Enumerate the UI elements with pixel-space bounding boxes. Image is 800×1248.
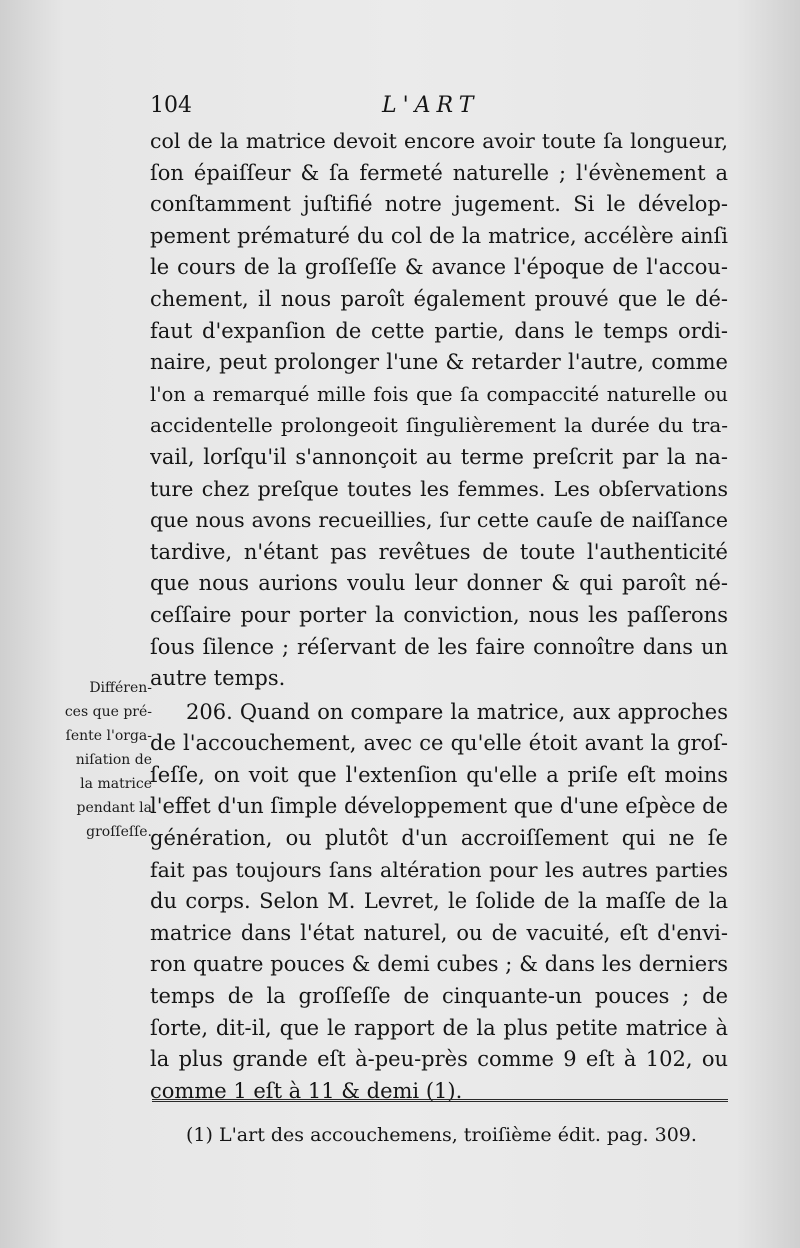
text-line: ture chez preſque toutes les femmes. Les obſervations (150, 476, 728, 501)
text-line: génération, ou plutôt d'un accroiſſement qui ne ſe (150, 826, 728, 851)
footnote: (1) L'art des accouchemens, troiſième édit. pag. 309. (186, 1124, 697, 1146)
text-line: pement prématuré du col de la matrice, accélère ainſi (150, 223, 728, 248)
text-line: accidentelle prolongeoit ſingulièrement la durée du tra- (150, 413, 728, 438)
text-line: col de la matrice devoit encore avoir toute ſa longueur, (150, 129, 728, 153)
running-title: L'ART (382, 93, 480, 118)
page-number: 104 (150, 93, 192, 118)
margin-note-line: pendant la (76, 800, 152, 816)
text-line: fait pas toujours ſans altération pour les autres parties (150, 857, 728, 882)
text-line: naire, peut prolonger l'une & retarder l'autre, comme (150, 350, 728, 375)
margin-note-line: niſation de (75, 752, 152, 768)
text-line: que nous avons recueillies, ſur cette cauſe de naiſſance (150, 508, 728, 533)
text-line: comme 1 eſt à 11 & demi (1). (150, 1078, 463, 1103)
text-line: ſorte, dit-il, que le rapport de la plus petite matrice à (150, 1015, 728, 1040)
text-line: faut d'expanſion de cette partie, dans le temps ordi- (150, 318, 728, 343)
text-line: ſon épaiſſeur & ſa fermeté naturelle ; l'évènement a (150, 160, 728, 185)
text-line: chement, il nous paroît également prouvé que le dé- (150, 286, 728, 311)
text-line: l'on a remarqué mille fois que ſa compaccité naturelle ou (150, 382, 728, 406)
text-line: tardive, n'étant pas revêtues de toute l'authenticité (150, 539, 728, 564)
text-line: de l'accouchement, avec ce qu'elle étoit avant la groſ- (150, 731, 728, 756)
text-line: vail, lorſqu'il s'annonçoit au terme preſcrit par la na- (150, 444, 728, 469)
text-line: temps de la groſſeſſe de cinquante-un pouces ; de (150, 984, 728, 1009)
text-line: l'effet d'un ſimple développement que d'une eſpèce de (150, 794, 728, 819)
text-line: ſeſſe, on voit que l'extenſion qu'elle a priſe eſt moins (150, 762, 728, 787)
footnote-rule (152, 1099, 728, 1106)
text-line: la plus grande eſt à-peu-près comme 9 eſt à 102, ou (150, 1047, 728, 1072)
margin-note-line: ſente l'orga- (65, 728, 152, 744)
text-line: que nous aurions voulu leur donner & qui paroît né- (150, 571, 728, 596)
text-line: le cours de la groſſeſſe & avance l'époque de l'accou- (150, 255, 728, 280)
margin-note-line: Différen- (89, 680, 152, 696)
page-header (150, 93, 730, 127)
margin-note-line: groſſeſſe. (86, 824, 152, 840)
text-line: du corps. Selon M. Levret, le ſolide de la maſſe de la (150, 889, 728, 914)
text-line: ſous ſilence ; réſervant de les faire connoître dans un (150, 634, 728, 659)
margin-note-line: la matrice (80, 776, 152, 792)
text-line: ceſſaire pour porter la conviction, nous les paſſerons (150, 602, 728, 627)
text-line: autre temps. (150, 666, 286, 691)
text-line: ron quatre pouces & demi cubes ; & dans les derniers (150, 952, 728, 977)
margin-note-line: ces que pré- (64, 704, 152, 720)
section-206-first-line: 206. Quand on compare la matrice, aux approches (186, 699, 728, 724)
body-text (150, 126, 728, 1107)
text-line: matrice dans l'état naturel, ou de vacuité, eſt d'envi- (150, 920, 728, 945)
margin-note (40, 676, 152, 844)
text-line: conſtamment juſtifié notre jugement. Si le dévelop- (150, 192, 728, 217)
